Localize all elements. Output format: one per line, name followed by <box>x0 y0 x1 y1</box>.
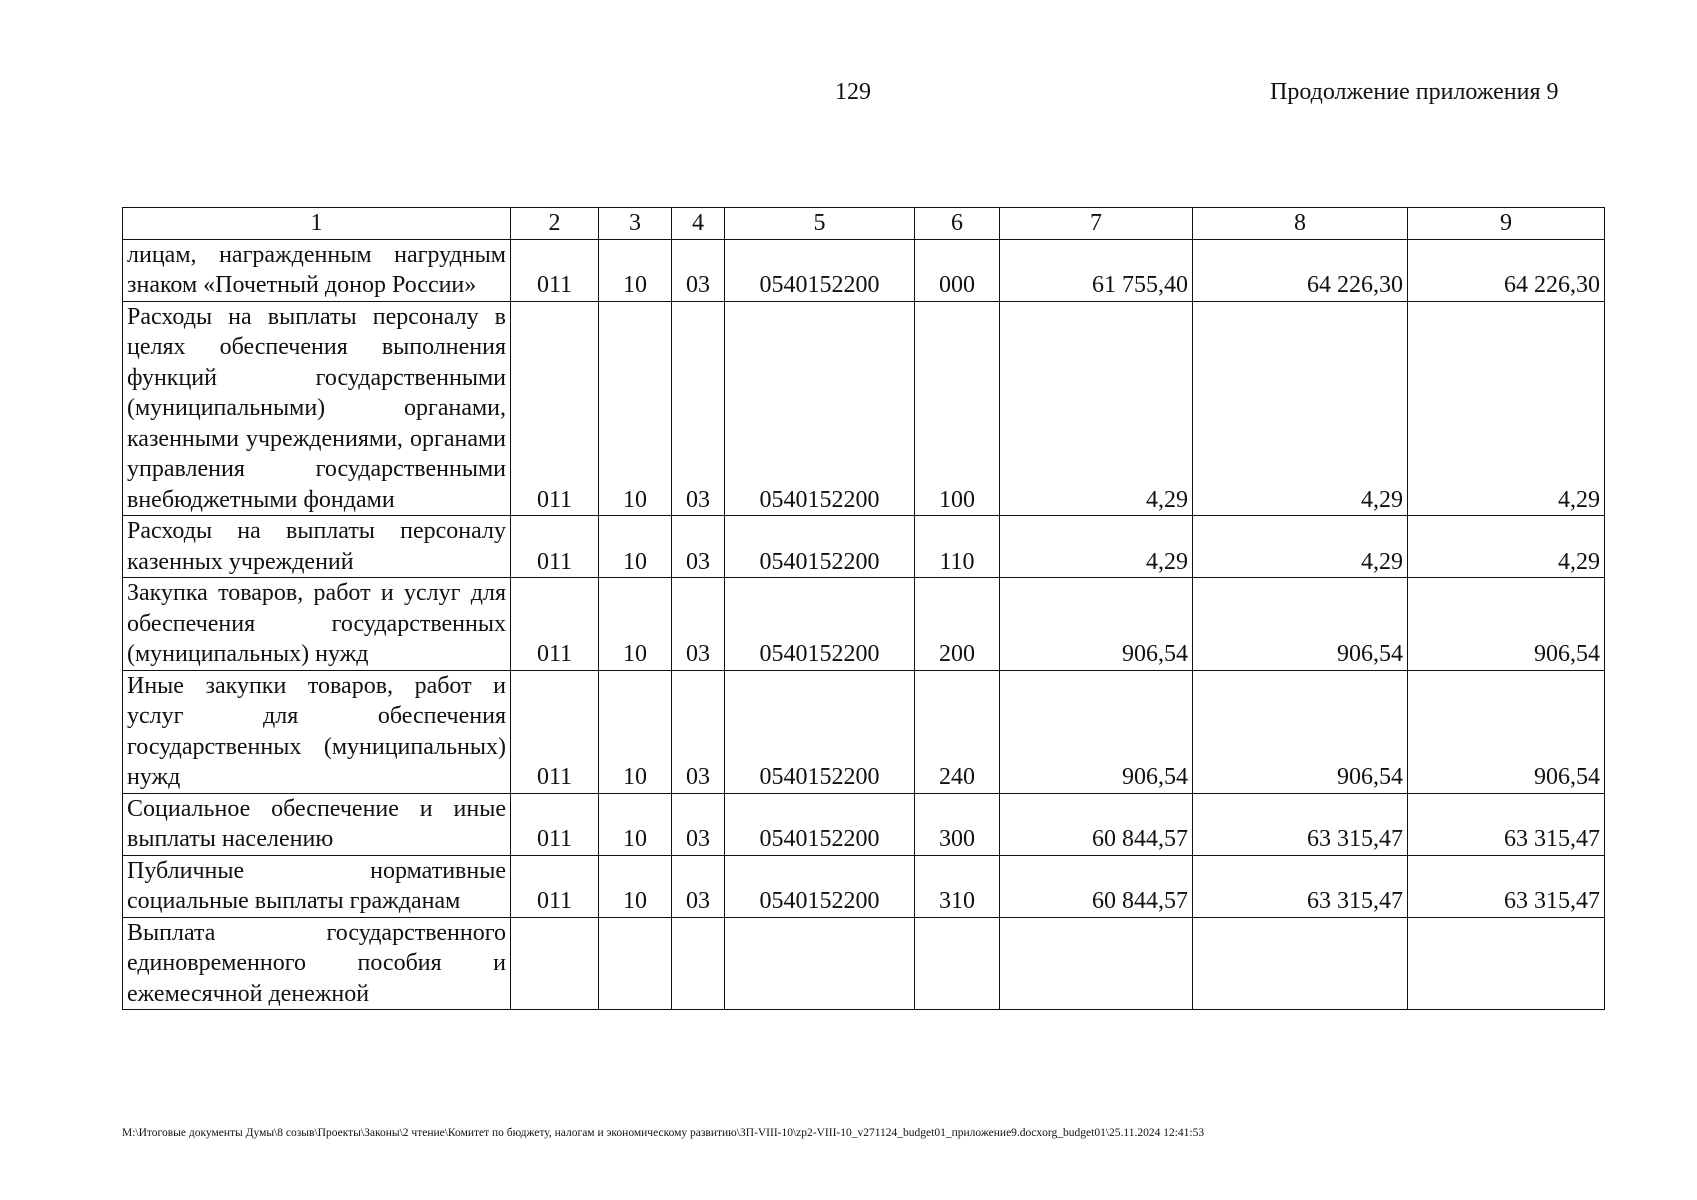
amount-col8 <box>1193 917 1408 1010</box>
target-article-code: 0540152200 <box>725 578 915 671</box>
amount-col7: 60 844,57 <box>1000 855 1193 917</box>
target-article-code: 0540152200 <box>725 855 915 917</box>
page-number: 129 <box>835 79 871 105</box>
amount-col8: 64 226,30 <box>1193 239 1408 301</box>
column-header: 9 <box>1408 208 1605 240</box>
amount-col7: 4,29 <box>1000 516 1193 578</box>
subsection-code: 03 <box>672 670 725 793</box>
amount-col8: 906,54 <box>1193 670 1408 793</box>
amount-col8: 4,29 <box>1193 516 1408 578</box>
table-row <box>123 578 1605 671</box>
column-header: 3 <box>599 208 672 240</box>
amount-col9: 4,29 <box>1408 516 1605 578</box>
section-code: 10 <box>599 855 672 917</box>
column-header: 1 <box>123 208 511 240</box>
column-header: 7 <box>1000 208 1193 240</box>
amount-col9 <box>1408 917 1605 1010</box>
table-row <box>123 301 1605 516</box>
column-header: 4 <box>672 208 725 240</box>
budget-table <box>122 207 1605 1010</box>
subsection-code <box>672 917 725 1010</box>
ministry-code: 011 <box>511 516 599 578</box>
amount-col7 <box>1000 917 1193 1010</box>
continuation-title: Продолжение приложения 9 <box>1270 79 1559 105</box>
section-code: 10 <box>599 670 672 793</box>
expense-type-code: 110 <box>915 516 1000 578</box>
expense-name: Расходы на выплаты персоналу казенных учреждений <box>123 516 511 578</box>
subsection-code: 03 <box>672 239 725 301</box>
subsection-code: 03 <box>672 516 725 578</box>
expense-type-code: 300 <box>915 793 1000 855</box>
section-code: 10 <box>599 516 672 578</box>
section-code <box>599 917 672 1010</box>
table-row <box>123 239 1605 301</box>
ministry-code: 011 <box>511 578 599 671</box>
amount-col9: 63 315,47 <box>1408 855 1605 917</box>
section-code: 10 <box>599 301 672 516</box>
expense-type-code: 240 <box>915 670 1000 793</box>
ministry-code: 011 <box>511 301 599 516</box>
amount-col9: 906,54 <box>1408 670 1605 793</box>
target-article-code <box>725 917 915 1010</box>
ministry-code: 011 <box>511 793 599 855</box>
amount-col7: 906,54 <box>1000 578 1193 671</box>
column-header: 5 <box>725 208 915 240</box>
column-number-row <box>123 208 1605 240</box>
column-header: 6 <box>915 208 1000 240</box>
section-code: 10 <box>599 239 672 301</box>
expense-name: Социальное обеспечение и иные выплаты населению <box>123 793 511 855</box>
amount-col8: 4,29 <box>1193 301 1408 516</box>
expense-name: лицам, награжденным нагрудным знаком «Почетный донор России» <box>123 239 511 301</box>
expense-name: Публичные нормативные социальные выплаты гражданам <box>123 855 511 917</box>
target-article-code: 0540152200 <box>725 516 915 578</box>
ministry-code: 011 <box>511 855 599 917</box>
expense-name: Расходы на выплаты персоналу в целях обеспечения выполнения функций государственными (муниципальными) органами, казенными учреждениями, органами управления государственными внебюджетными фондами <box>123 301 511 516</box>
file-path-footer: M:\Итоговые документы Думы\8 созыв\Проекты\Законы\2 чтение\Комитет по бюджету, налогам и экономическому развитию\ЗП-VIII-10\zp2-VIII-10_v271124_budget01_приложение9.docxorg_budget01\25.11.2024 12:41:53 <box>122 1127 1205 1139</box>
amount-col9: 64 226,30 <box>1408 239 1605 301</box>
table-row <box>123 917 1605 1010</box>
column-header: 8 <box>1193 208 1408 240</box>
subsection-code: 03 <box>672 578 725 671</box>
expense-name: Выплата государственного единовременного пособия и ежемесячной денежной <box>123 917 511 1010</box>
target-article-code: 0540152200 <box>725 793 915 855</box>
target-article-code: 0540152200 <box>725 301 915 516</box>
subsection-code: 03 <box>672 793 725 855</box>
target-article-code: 0540152200 <box>725 239 915 301</box>
column-header: 2 <box>511 208 599 240</box>
expense-type-code: 100 <box>915 301 1000 516</box>
subsection-code: 03 <box>672 855 725 917</box>
ministry-code: 011 <box>511 239 599 301</box>
amount-col8: 63 315,47 <box>1193 855 1408 917</box>
amount-col7: 4,29 <box>1000 301 1193 516</box>
amount-col7: 60 844,57 <box>1000 793 1193 855</box>
table-row <box>123 670 1605 793</box>
expense-name: Закупка товаров, работ и услуг для обеспечения государственных (муниципальных) нужд <box>123 578 511 671</box>
amount-col8: 63 315,47 <box>1193 793 1408 855</box>
table-row <box>123 793 1605 855</box>
expense-type-code: 200 <box>915 578 1000 671</box>
target-article-code: 0540152200 <box>725 670 915 793</box>
ministry-code: 011 <box>511 670 599 793</box>
subsection-code: 03 <box>672 301 725 516</box>
section-code: 10 <box>599 578 672 671</box>
expense-name: Иные закупки товаров, работ и услуг для обеспечения государственных (муниципальных) нужд <box>123 670 511 793</box>
table-row <box>123 516 1605 578</box>
expense-type-code: 310 <box>915 855 1000 917</box>
section-code: 10 <box>599 793 672 855</box>
amount-col9: 906,54 <box>1408 578 1605 671</box>
amount-col9: 4,29 <box>1408 301 1605 516</box>
table-row <box>123 855 1605 917</box>
amount-col9: 63 315,47 <box>1408 793 1605 855</box>
ministry-code <box>511 917 599 1010</box>
expense-type-code: 000 <box>915 239 1000 301</box>
amount-col7: 906,54 <box>1000 670 1193 793</box>
amount-col7: 61 755,40 <box>1000 239 1193 301</box>
amount-col8: 906,54 <box>1193 578 1408 671</box>
expense-type-code <box>915 917 1000 1010</box>
